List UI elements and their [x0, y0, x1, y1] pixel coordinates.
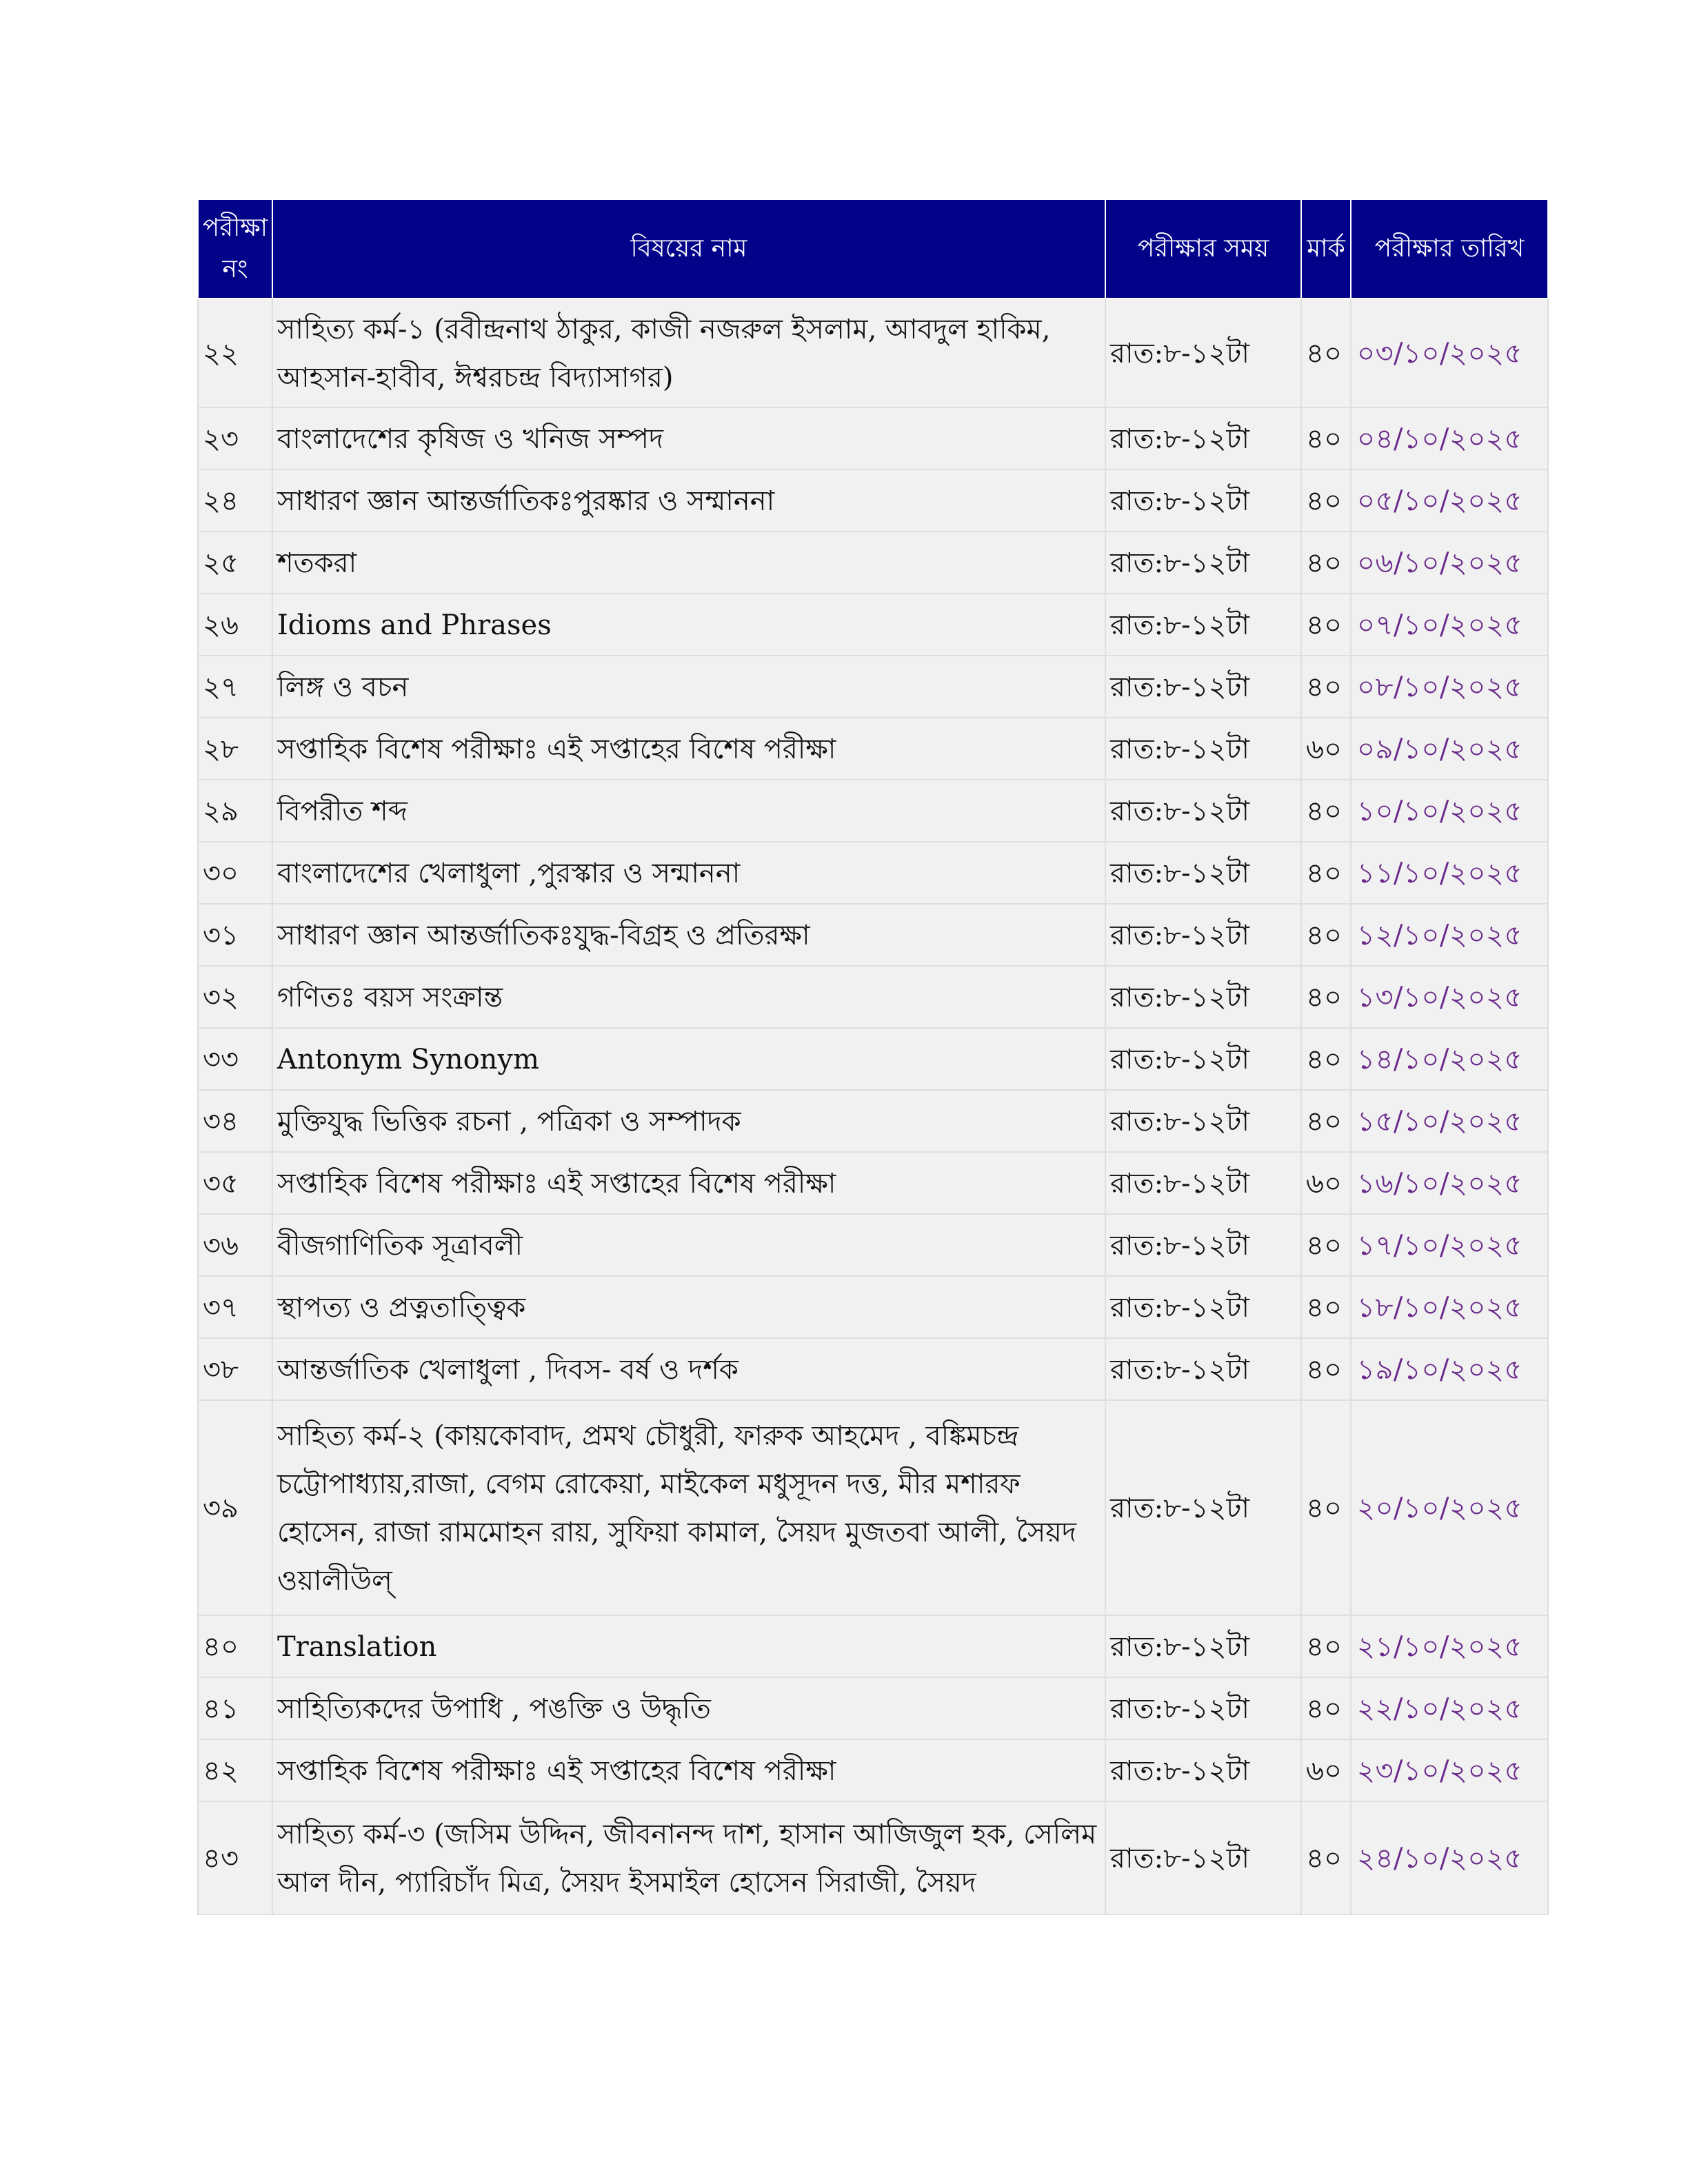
- exam-number: ৩২: [198, 966, 272, 1028]
- exam-mark: ৪০: [1301, 1276, 1351, 1338]
- exam-time: রাত:৮-১২টা: [1105, 407, 1301, 469]
- exam-time: রাত:৮-১২টা: [1105, 469, 1301, 532]
- exam-number: ৩৭: [198, 1276, 272, 1338]
- exam-number: ২৮: [198, 718, 272, 780]
- exam-date: ২৩/১০/২০২৫: [1351, 1739, 1548, 1801]
- exam-date: ১৮/১০/২০২৫: [1351, 1276, 1548, 1338]
- exam-time: রাত:৮-১২টা: [1105, 1338, 1301, 1400]
- exam-date: ২০/১০/২০২৫: [1351, 1400, 1548, 1615]
- exam-mark: ৪০: [1301, 842, 1351, 904]
- exam-number: ৪১: [198, 1677, 272, 1739]
- header-time: পরীক্ষার সময়: [1105, 199, 1301, 299]
- exam-mark: ৪০: [1301, 1400, 1351, 1615]
- table-row: [198, 1090, 1548, 1152]
- exam-time: রাত:৮-১২টা: [1105, 718, 1301, 780]
- exam-number: ২৬: [198, 594, 272, 656]
- table-row: [198, 1028, 1548, 1090]
- exam-time: রাত:৮-১২টা: [1105, 966, 1301, 1028]
- subject-name: বাংলাদেশের কৃষিজ ও খনিজ সম্পদ: [272, 407, 1105, 469]
- exam-date: ০৩/১০/২০২৫: [1351, 299, 1548, 407]
- exam-date: ০৮/১০/২০২৫: [1351, 656, 1548, 718]
- exam-time: রাত:৮-১২টা: [1105, 904, 1301, 966]
- table-row: [198, 299, 1548, 407]
- subject-name: সাধারণ জ্ঞান আন্তর্জাতিকঃযুদ্ধ-বিগ্রহ ও প্রতিরক্ষা: [272, 904, 1105, 966]
- header-mark: মার্ক: [1301, 199, 1351, 299]
- exam-date: ০৭/১০/২০২৫: [1351, 594, 1548, 656]
- table-row: [198, 1338, 1548, 1400]
- exam-time: রাত:৮-১২টা: [1105, 1801, 1301, 1914]
- table-header-row: [198, 199, 1548, 299]
- table-row: [198, 904, 1548, 966]
- exam-date: ০৪/১০/২০২৫: [1351, 407, 1548, 469]
- exam-mark: ৪০: [1301, 407, 1351, 469]
- subject-name: সাধারণ জ্ঞান আন্তর্জাতিকঃপুরষ্কার ও সম্মাননা: [272, 469, 1105, 532]
- exam-date: ১৪/১০/২০২৫: [1351, 1028, 1548, 1090]
- table-row: [198, 1739, 1548, 1801]
- exam-mark: ৪০: [1301, 656, 1351, 718]
- exam-mark: ৪০: [1301, 469, 1351, 532]
- subject-name: সাহিত্য কর্ম-২ (কায়কোবাদ, প্রমথ চৌধুরী, ফারুক আহমেদ , বঙ্কিমচন্দ্র চট্টোপাধ্যায়,রাজা, বেগম রোকেয়া, মাইকেল মধুসূদন দত্ত, মীর মশারফ হোসেন, রাজা রামমোহন রায়, সুফিয়া কামাল, সৈয়দ মুজতবা আলী, সৈয়দ ওয়ালীউল্: [272, 1400, 1105, 1615]
- exam-time: রাত:৮-১২টা: [1105, 1152, 1301, 1214]
- exam-mark: ৬০: [1301, 1152, 1351, 1214]
- table-row: [198, 718, 1548, 780]
- exam-number: ৩৯: [198, 1400, 272, 1615]
- exam-time: রাত:৮-১২টা: [1105, 594, 1301, 656]
- exam-time: রাত:৮-১২টা: [1105, 1028, 1301, 1090]
- exam-date: ১০/১০/২০২৫: [1351, 780, 1548, 842]
- table-row: [198, 966, 1548, 1028]
- table-row: [198, 1276, 1548, 1338]
- exam-time: রাত:৮-১২টা: [1105, 780, 1301, 842]
- subject-name: সপ্তাহিক বিশেষ পরীক্ষাঃ এই সপ্তাহের বিশেষ পরীক্ষা: [272, 718, 1105, 780]
- table-row: [198, 656, 1548, 718]
- subject-name: সপ্তাহিক বিশেষ পরীক্ষাঃ এই সপ্তাহের বিশেষ পরীক্ষা: [272, 1152, 1105, 1214]
- table-row: [198, 1152, 1548, 1214]
- exam-time: রাত:৮-১২টা: [1105, 1090, 1301, 1152]
- subject-name: Translation: [272, 1615, 1105, 1677]
- subject-name: বীজগাণিতিক সূত্রাবলী: [272, 1214, 1105, 1276]
- subject-name: সাহিত্যিকদের উপাধি , পঙক্তি ও উদ্ধৃতি: [272, 1677, 1105, 1739]
- exam-mark: ৪০: [1301, 1090, 1351, 1152]
- exam-mark: ৪০: [1301, 1338, 1351, 1400]
- exam-number: ২৪: [198, 469, 272, 532]
- subject-name: সাহিত্য কর্ম-১ (রবীন্দ্রনাথ ঠাকুর, কাজী নজরুল ইসলাম, আবদুল হাকিম, আহসান-হাবীব, ঈশ্বরচন্দ্র বিদ্যাসাগর): [272, 299, 1105, 407]
- table-row: [198, 842, 1548, 904]
- subject-name: Antonym Synonym: [272, 1028, 1105, 1090]
- exam-mark: ৪০: [1301, 966, 1351, 1028]
- exam-time: রাত:৮-১২টা: [1105, 1276, 1301, 1338]
- exam-date: ১২/১০/২০২৫: [1351, 904, 1548, 966]
- exam-time: রাত:৮-১২টা: [1105, 842, 1301, 904]
- exam-date: ২৪/১০/২০২৫: [1351, 1801, 1548, 1914]
- subject-name: সপ্তাহিক বিশেষ পরীক্ষাঃ এই সপ্তাহের বিশেষ পরীক্ষা: [272, 1739, 1105, 1801]
- exam-mark: ৪০: [1301, 1028, 1351, 1090]
- exam-number: ২৩: [198, 407, 272, 469]
- table-row: [198, 1801, 1548, 1914]
- table-row: [198, 1400, 1548, 1615]
- exam-date: ১৬/১০/২০২৫: [1351, 1152, 1548, 1214]
- exam-mark: ৪০: [1301, 532, 1351, 594]
- exam-date: ২১/১০/২০২৫: [1351, 1615, 1548, 1677]
- exam-mark: ৪০: [1301, 299, 1351, 407]
- exam-time: রাত:৮-১২টা: [1105, 1400, 1301, 1615]
- exam-number: ৩০: [198, 842, 272, 904]
- table-row: [198, 1615, 1548, 1677]
- exam-date: ২২/১০/২০২৫: [1351, 1677, 1548, 1739]
- exam-date: ১৭/১০/২০২৫: [1351, 1214, 1548, 1276]
- exam-number: ৩৫: [198, 1152, 272, 1214]
- subject-name: মুক্তিযুদ্ধ ভিত্তিক রচনা , পত্রিকা ও সম্পাদক: [272, 1090, 1105, 1152]
- exam-mark: ৪০: [1301, 594, 1351, 656]
- exam-number: ২৭: [198, 656, 272, 718]
- table-row: [198, 1214, 1548, 1276]
- exam-time: রাত:৮-১২টা: [1105, 656, 1301, 718]
- exam-mark: ৪০: [1301, 780, 1351, 842]
- exam-mark: ৪০: [1301, 1677, 1351, 1739]
- exam-mark: ৪০: [1301, 904, 1351, 966]
- exam-number: ২৯: [198, 780, 272, 842]
- exam-schedule-page: [197, 199, 1547, 1915]
- subject-name: সাহিত্য কর্ম-৩ (জসিম উদ্দিন, জীবনানন্দ দাশ, হাসান আজিজুল হক, সেলিম আল দীন, প্যারিচাঁদ মিত্র, সৈয়দ ইসমাইল হোসেন সিরাজী, সৈয়দ: [272, 1801, 1105, 1914]
- exam-mark: ৪০: [1301, 1801, 1351, 1914]
- exam-number: ৪০: [198, 1615, 272, 1677]
- subject-name: বিপরীত শব্দ: [272, 780, 1105, 842]
- subject-name: Idioms and Phrases: [272, 594, 1105, 656]
- subject-name: শতকরা: [272, 532, 1105, 594]
- exam-mark: ৪০: [1301, 1615, 1351, 1677]
- exam-number: ৩৪: [198, 1090, 272, 1152]
- exam-number: ৪২: [198, 1739, 272, 1801]
- exam-date: ১৫/১০/২০২৫: [1351, 1090, 1548, 1152]
- exam-schedule-table: [197, 199, 1549, 1915]
- table-row: [198, 594, 1548, 656]
- exam-number: ৩৬: [198, 1214, 272, 1276]
- exam-time: রাত:৮-১২টা: [1105, 1739, 1301, 1801]
- exam-date: ০৬/১০/২০২৫: [1351, 532, 1548, 594]
- exam-time: রাত:৮-১২টা: [1105, 1214, 1301, 1276]
- exam-date: ১১/১০/২০২৫: [1351, 842, 1548, 904]
- exam-mark: ৪০: [1301, 1214, 1351, 1276]
- table-row: [198, 469, 1548, 532]
- exam-time: রাত:৮-১২টা: [1105, 1615, 1301, 1677]
- exam-date: ১৯/১০/২০২৫: [1351, 1338, 1548, 1400]
- exam-number: ২২: [198, 299, 272, 407]
- header-subject: বিষয়ের নাম: [272, 199, 1105, 299]
- header-exam-no: পরীক্ষা নং: [198, 199, 272, 299]
- exam-number: ২৫: [198, 532, 272, 594]
- exam-mark: ৬০: [1301, 718, 1351, 780]
- subject-name: বাংলাদেশের খেলাধুলা ,পুরস্কার ও সন্মাননা: [272, 842, 1105, 904]
- exam-number: ৩৩: [198, 1028, 272, 1090]
- subject-name: স্থাপত্য ও প্রত্নতাত্ত্বিক: [272, 1276, 1105, 1338]
- exam-date: ০৯/১০/২০২৫: [1351, 718, 1548, 780]
- exam-mark: ৬০: [1301, 1739, 1351, 1801]
- exam-time: রাত:৮-১২টা: [1105, 299, 1301, 407]
- exam-number: ৩৮: [198, 1338, 272, 1400]
- subject-name: লিঙ্গ ও বচন: [272, 656, 1105, 718]
- table-row: [198, 407, 1548, 469]
- subject-name: গণিতঃ বয়স সংক্রান্ত: [272, 966, 1105, 1028]
- exam-number: ৪৩: [198, 1801, 272, 1914]
- subject-name: আন্তর্জাতিক খেলাধুলা , দিবস- বর্ষ ও দর্শক: [272, 1338, 1105, 1400]
- exam-date: ০৫/১০/২০২৫: [1351, 469, 1548, 532]
- exam-number: ৩১: [198, 904, 272, 966]
- exam-time: রাত:৮-১২টা: [1105, 1677, 1301, 1739]
- exam-time: রাত:৮-১২টা: [1105, 532, 1301, 594]
- table-row: [198, 532, 1548, 594]
- table-row: [198, 1677, 1548, 1739]
- exam-date: ১৩/১০/২০২৫: [1351, 966, 1548, 1028]
- table-row: [198, 780, 1548, 842]
- header-date: পরীক্ষার তারিখ: [1351, 199, 1548, 299]
